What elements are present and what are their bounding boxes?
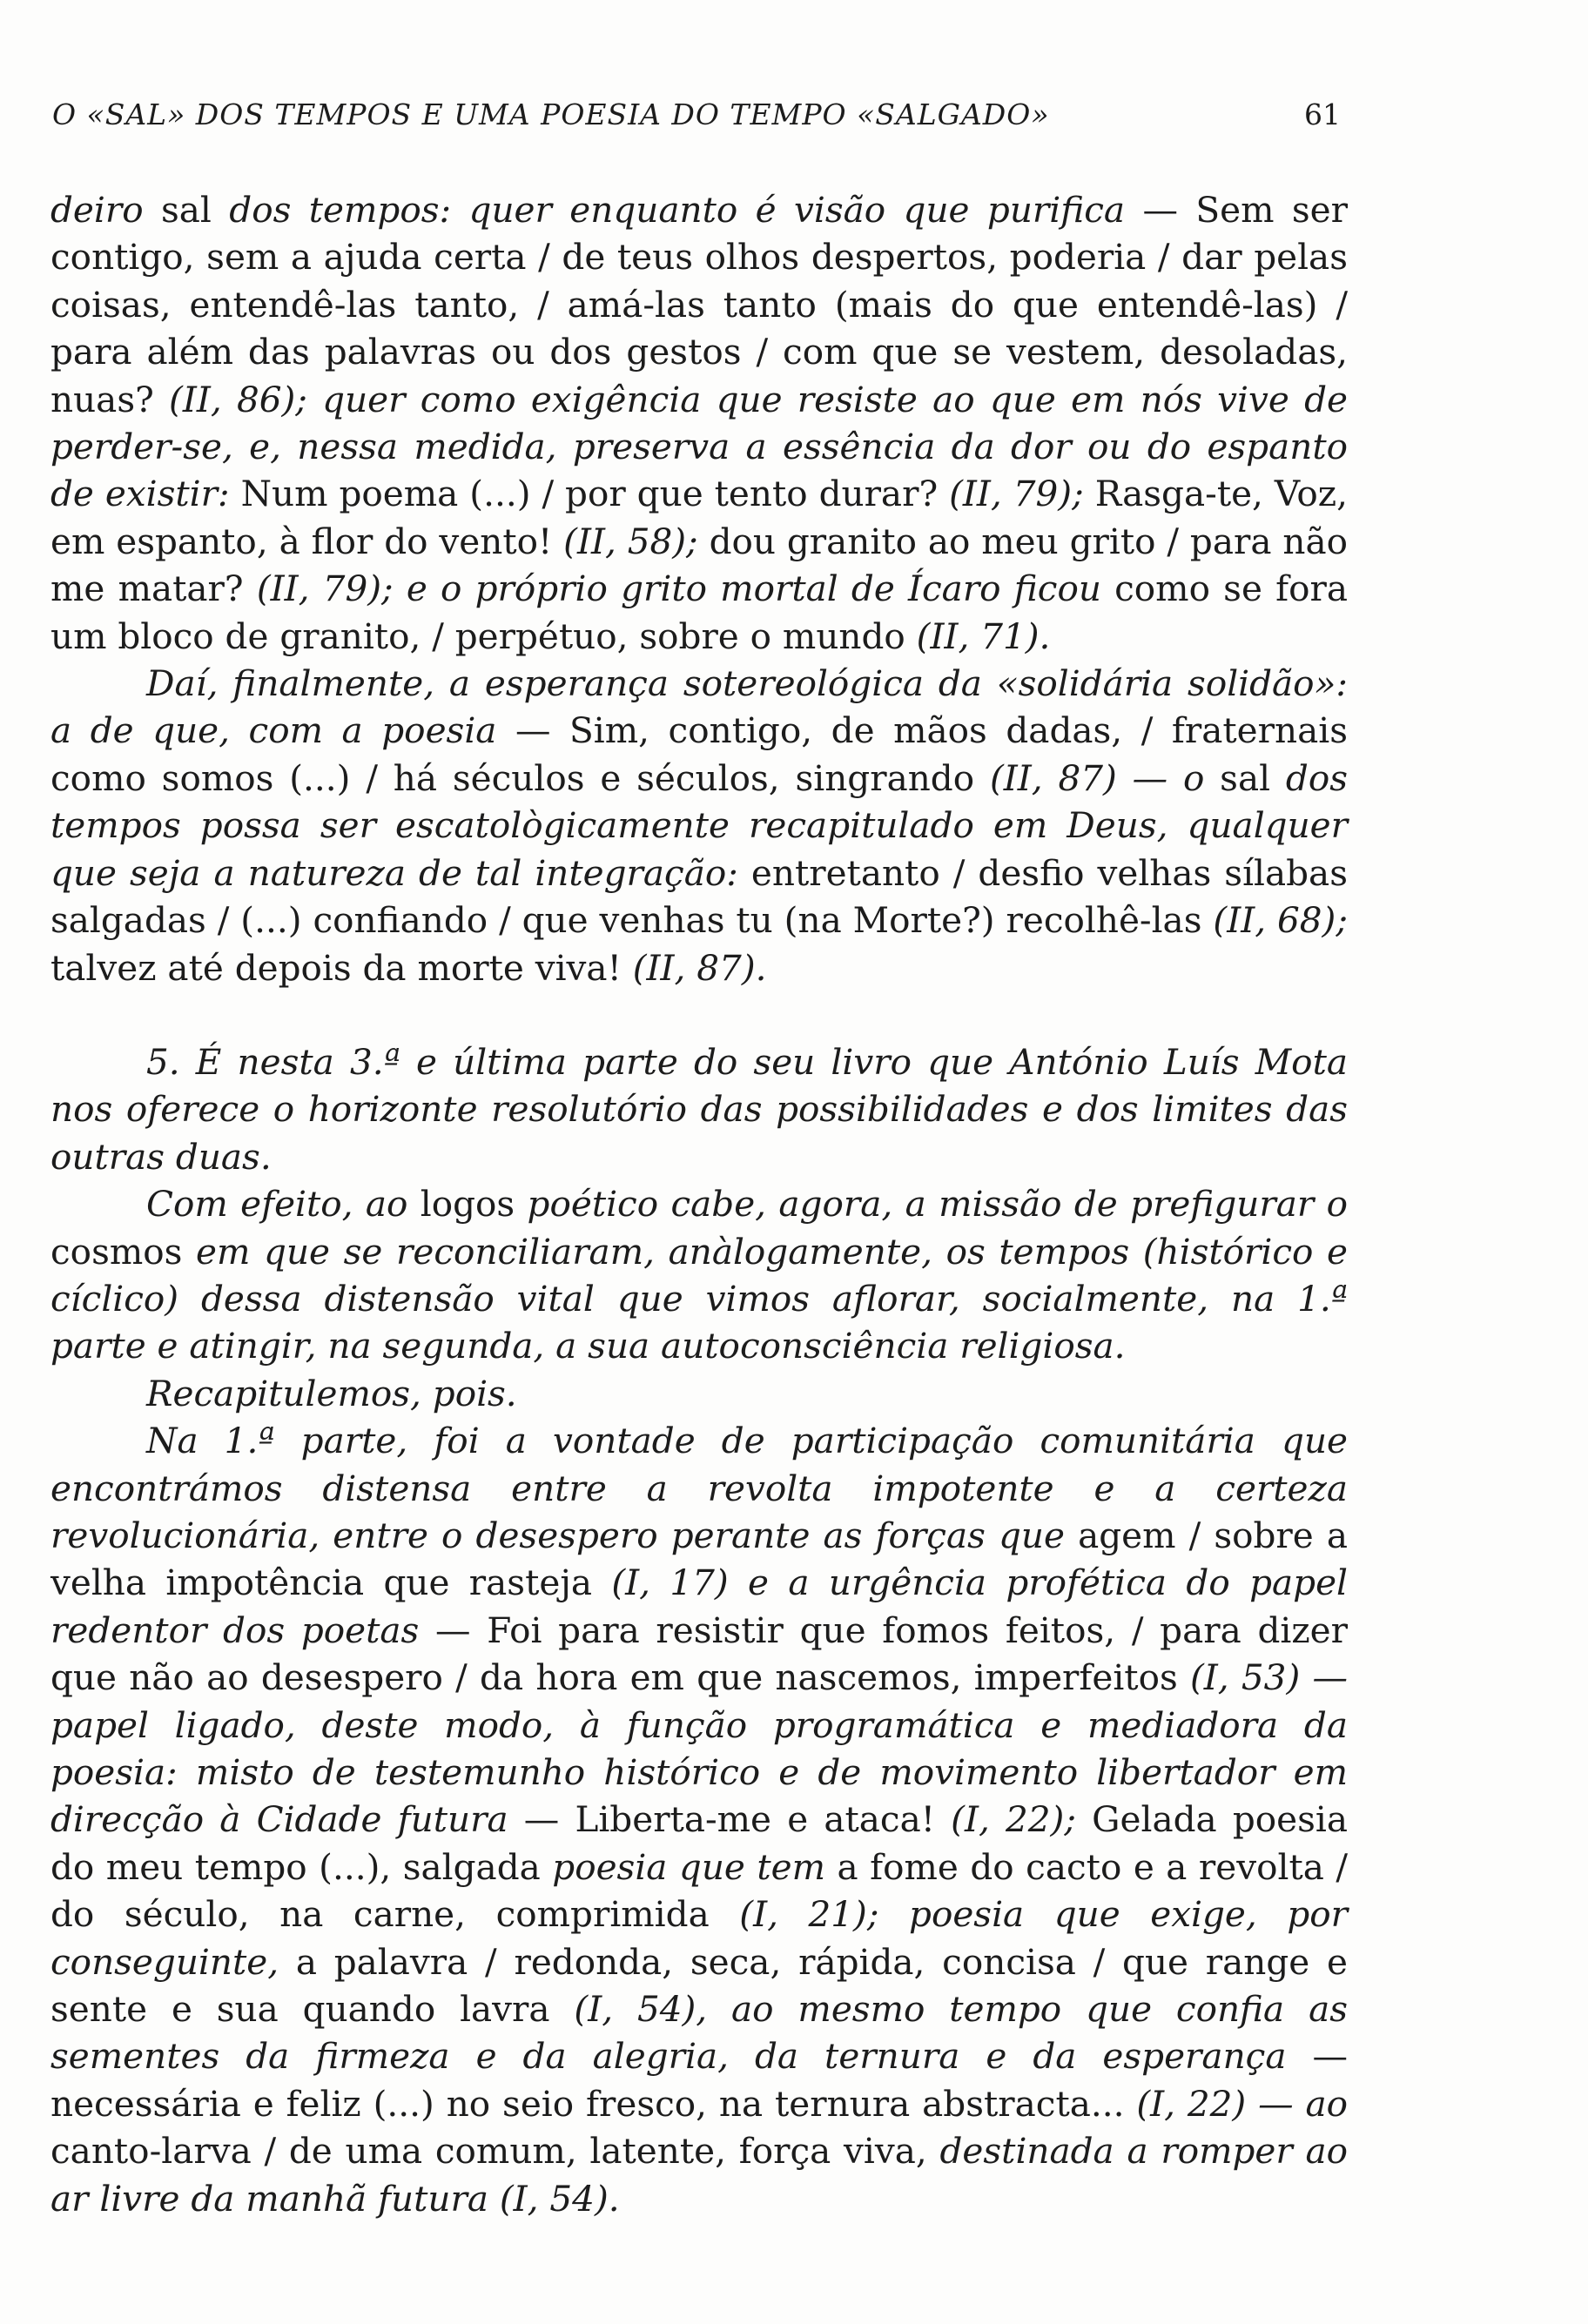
italic-run: poético cabe, agora, a missão de prefigurar o xyxy=(527,1183,1348,1226)
italic-run: (I, 22); xyxy=(951,1798,1076,1841)
paragraph xyxy=(50,1417,1348,2222)
italic-run: (I, 22) — ao xyxy=(1136,2082,1348,2125)
roman-run: agem / sobre a velha impotência que rasteja xyxy=(50,1514,1349,1604)
italic-run: 5. É nesta 3.ª e última parte do seu livro que António Luís Mota nos oferece o horizonte resolutório das possibilidades e dos limites das outras duas. xyxy=(50,1040,1348,1178)
italic-run: (II, 87). xyxy=(632,946,767,989)
italic-run: Com efeito, ao xyxy=(146,1183,408,1226)
roman-run: dou granito ao meu grito / para não me matar? xyxy=(50,520,1348,610)
roman-run: a palavra / redonda, seca, rápida, concisa / que range e sente e sua quando lavra xyxy=(50,1940,1348,2031)
italic-run: dos tempos possa ser escatològicamente recapitulado em Deus, qualquer que seja a natureza de tal integração: xyxy=(50,756,1348,894)
italic-run: (I, 54), ao mesmo tempo que confia as sementes da firmeza e da alegria, da ternura e da esperança xyxy=(50,1988,1348,2078)
roman-run: sal xyxy=(143,189,230,231)
paragraph xyxy=(50,1370,1348,1417)
italic-run: Na 1.ª parte, foi a vontade de participação comunitária que encontrámos distensa entre a revolta impotente e a certeza revolucionária, entre o desespero perante as forças que xyxy=(50,1420,1348,1556)
italic-run: (II, 68); xyxy=(1213,899,1348,942)
roman-run: — necessária e feliz (...) no seio fresco, na ternura abstracta... xyxy=(50,2035,1348,2125)
italic-run: deiro xyxy=(50,189,144,231)
paragraph xyxy=(50,1038,1348,1180)
roman-run: canto-larva / de uma comum, latente, força viva, xyxy=(50,2130,940,2173)
roman-run: cosmos xyxy=(50,1230,197,1273)
italic-run: (II, 71). xyxy=(916,615,1051,657)
body-text xyxy=(50,186,1348,2222)
paragraph xyxy=(50,186,1348,660)
roman-run: — Liberta-me e ataca! xyxy=(508,1798,952,1841)
roman-run: Num poema (...) / por que tento durar? xyxy=(229,473,950,515)
italic-run: poesia que tem xyxy=(552,1845,826,1888)
italic-run: (II, 86); quer como exigência que resiste ao que em nós vive de perder-se, e, nessa medida, preserva a essência da dor ou do espanto de existir: xyxy=(50,378,1348,515)
roman-run: a fome do cacto e a revolta / do século, na carne, comprimida xyxy=(50,1845,1348,1936)
roman-run: talvez até depois da morte viva! xyxy=(50,946,633,989)
italic-run: Daí, finalmente, a esperança sotereológica da «solidária solidão»: a de que, com a poesia xyxy=(50,662,1348,752)
italic-run: (I, 21); poesia que exige, por conseguinte, xyxy=(50,1893,1348,1983)
page-number: 61 xyxy=(1304,97,1341,131)
italic-run: (II, 87) — o xyxy=(989,756,1205,799)
italic-run: em que se reconciliaram, anàlogamente, os tempos (histórico e cíclico) dessa distensão vital que vimos aflorar, socialmente, na 1.ª parte e atingir, na segunda, a sua autoconsciência religiosa. xyxy=(50,1230,1348,1367)
roman-run: como se fora um bloco de granito, / perpétuo, sobre o mundo xyxy=(50,568,1348,657)
italic-run: dos tempos: quer enquanto é visão que purifica xyxy=(229,189,1126,231)
italic-run: (II, 79); e o próprio grito mortal de Ícaro ficou xyxy=(256,568,1101,610)
italic-run: (I, 53) — papel ligado, deste modo, à função programática e mediadora da poesia: misto de testemunho histórico e de movimento libertador em direcção à Cidade futura xyxy=(50,1656,1348,1841)
roman-run: entretanto / desfio velhas sílabas salgadas / (...) confiando / que venhas tu (na Morte?) recolhê-las xyxy=(50,851,1348,942)
paragraph xyxy=(50,660,1348,991)
italic-run: (II, 79); xyxy=(949,473,1084,515)
italic-run: (II, 58); xyxy=(563,520,698,562)
roman-run: — Sem ser contigo, sem a ajuda certa / de teus olhos despertos, poderia / dar pelas coisas, entendê-las tanto, / amá-las tanto (mais do que entendê-las) / para além das palavras ou dos gestos / com que se vestem, desoladas, nuas? xyxy=(50,189,1348,420)
roman-run: — Foi para resistir que fomos feitos, / para dizer que não ao desespero / da hora em que nascemos, imperfeitos xyxy=(50,1609,1348,1699)
roman-run: Rasga-te, Voz, em espanto, à flor do vento! xyxy=(50,473,1349,562)
italic-run: destinada a romper ao ar livre da manhã futura (I, 54). xyxy=(50,2130,1348,2220)
running-title: O «SAL» DOS TEMPOS E UMA POESIA DO TEMPO «SALGADO» xyxy=(52,97,1050,131)
running-header xyxy=(52,97,1341,141)
italic-run: Recapitulemos, pois. xyxy=(146,1372,517,1414)
paragraph xyxy=(50,1180,1348,1370)
roman-run: sal xyxy=(1204,756,1286,799)
roman-run: logos xyxy=(407,1183,528,1226)
roman-run: — Sim, contigo, de mãos dadas, / fraternais como somos (...) / há séculos e séculos, singrando xyxy=(50,709,1348,799)
roman-run: Gelada poesia do meu tempo (...), salgada xyxy=(50,1798,1348,1888)
italic-run: (I, 17) e a urgência profética do papel redentor dos poetas xyxy=(50,1562,1348,1651)
